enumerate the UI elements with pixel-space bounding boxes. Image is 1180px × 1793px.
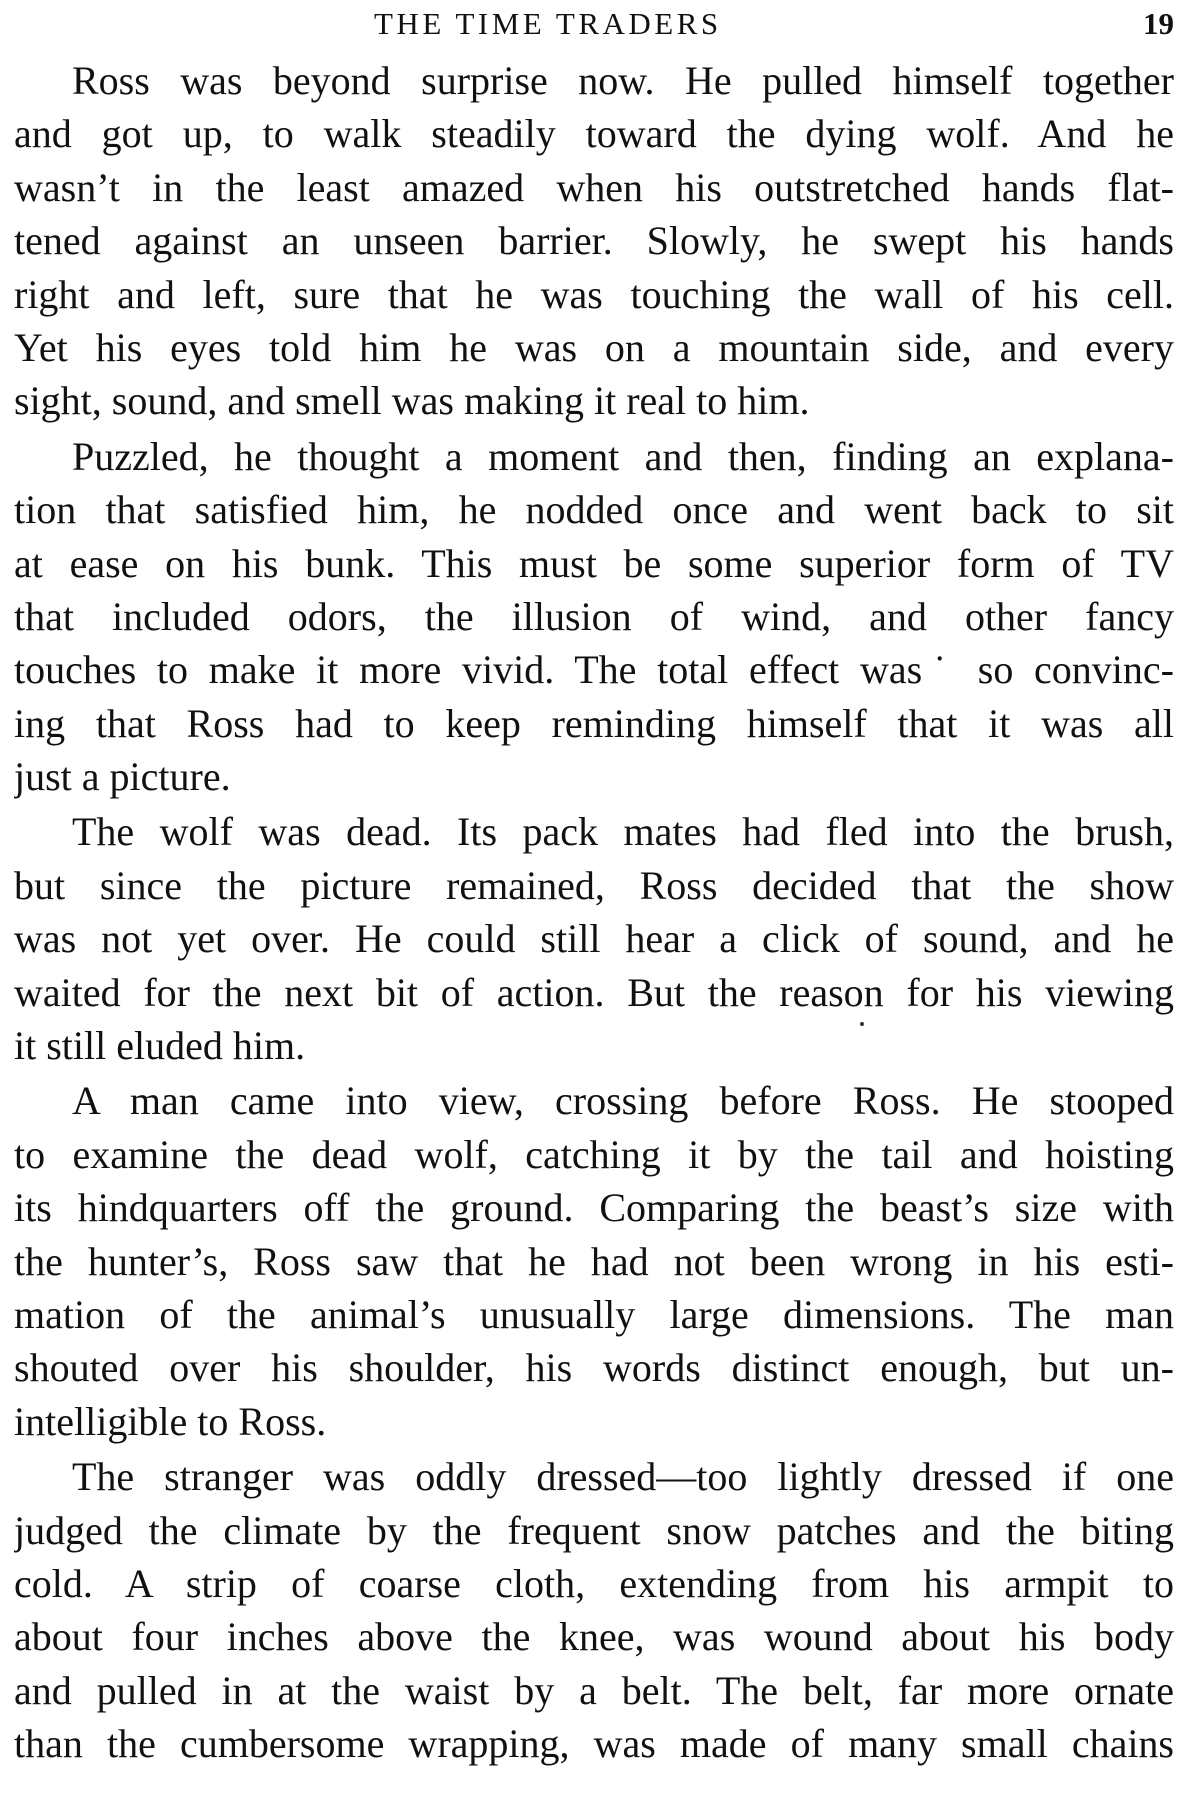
text-line: its hindquarters off the ground. Comparing the beast’s size with <box>14 1185 1174 1231</box>
text-line: than the cumbersome wrapping, was made of many small chains <box>14 1721 1174 1767</box>
text-line: but since the picture remained, Ross decided that the show <box>14 862 1174 908</box>
text-line: right and left, sure that he was touching the wall of his cell. <box>14 271 1174 317</box>
text-line: Yet his eyes told him he was on a mountain side, and every <box>14 324 1174 370</box>
text-line: A man came into view, crossing before Ross. He stooped <box>72 1078 1174 1124</box>
running-head <box>14 4 1174 44</box>
text-line: Puzzled, he thought a moment and then, finding an explana- <box>72 433 1174 479</box>
page-number: 19 <box>1143 6 1174 41</box>
paragraph <box>14 430 1174 804</box>
text-line: the hunter’s, Ross saw that he had not been wrong in his esti- <box>14 1238 1174 1284</box>
text-line: touches to make it more vivid. The total effect was˙ so convinc- <box>14 647 1174 693</box>
text-line: waited for the next bit of action. But the reason for his viewing <box>14 969 1174 1015</box>
running-title: THE TIME TRADERS <box>374 6 722 41</box>
text-line: ing that Ross had to keep reminding himself that it was all <box>14 700 1174 746</box>
text-line: tion that satisfied him, he nodded once and went back to sit <box>14 487 1174 533</box>
text-line: and got up, to walk steadily toward the dying wolf. And he <box>14 111 1174 157</box>
text-line: mation of the animal’s unusually large dimensions. The man <box>14 1291 1174 1337</box>
text-line: The wolf was dead. Its pack mates had fled into the brush, <box>72 809 1174 855</box>
text-line: Ross was beyond surprise now. He pulled himself together <box>72 58 1174 103</box>
ink-speck <box>860 1022 864 1026</box>
text-line: judged the climate by the frequent snow patches and the biting <box>14 1507 1174 1553</box>
paragraph <box>14 805 1174 1072</box>
text-line: to examine the dead wolf, catching it by the tail and hoisting <box>14 1131 1174 1177</box>
text-line: intelligible to Ross. <box>14 1398 327 1444</box>
text-line: about four inches above the knee, was wound about his body <box>14 1614 1174 1660</box>
text-line: was not yet over. He could still hear a click of sound, and he <box>14 916 1174 962</box>
text-line: wasn’t in the least amazed when his outstretched hands flat- <box>14 164 1174 210</box>
text-line: that included odors, the illusion of wind, and other fancy <box>14 593 1174 639</box>
text-line: and pulled in at the waist by a belt. The belt, far more ornate <box>14 1667 1174 1713</box>
text-line: shouted over his shoulder, his words distinct enough, but un- <box>14 1345 1174 1391</box>
text-line: tened against an unseen barrier. Slowly, he swept his hands <box>14 218 1174 264</box>
paragraph <box>14 1450 1174 1770</box>
text-line: sight, sound, and smell was making it real to him. <box>14 378 810 424</box>
body-text <box>14 54 1174 1773</box>
paragraph <box>14 1074 1174 1448</box>
text-line: cold. A strip of coarse cloth, extending from his armpit to <box>14 1560 1174 1606</box>
text-line: just a picture. <box>14 754 231 800</box>
paragraph <box>14 54 1174 428</box>
text-line: at ease on his bunk. This must be some superior form of TV <box>14 540 1174 586</box>
text-line: it still eluded him. <box>14 1023 306 1069</box>
text-line: The stranger was oddly dressed—too lightly dressed if one <box>72 1454 1174 1500</box>
